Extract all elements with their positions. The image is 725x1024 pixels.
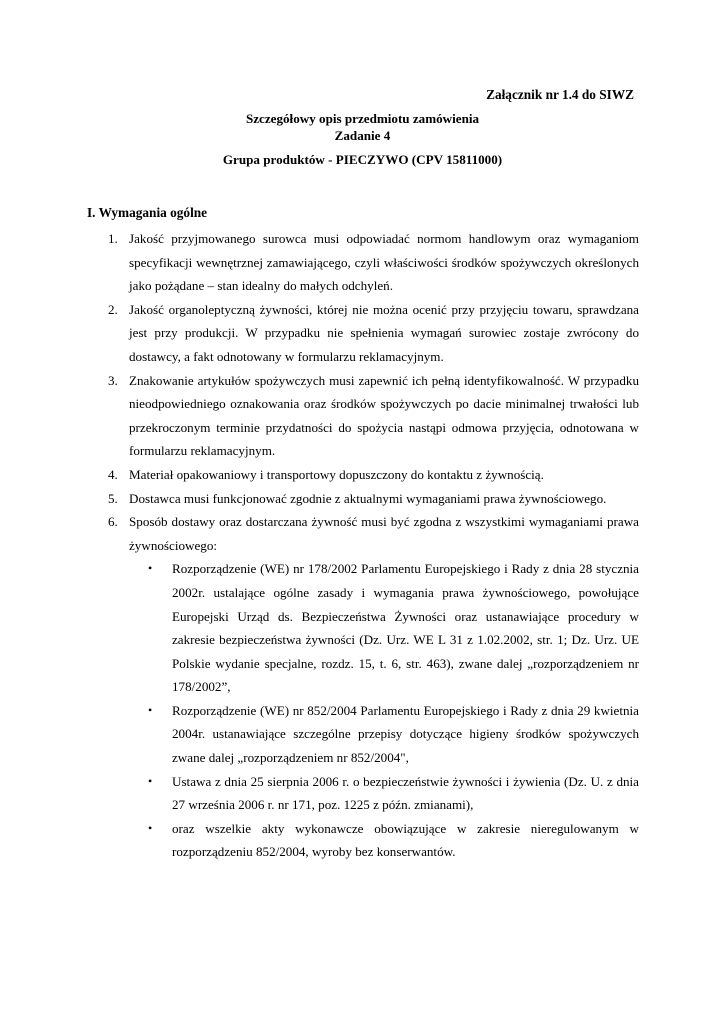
requirement-item — [87, 369, 639, 463]
requirement-item — [87, 510, 639, 864]
requirements-content — [87, 227, 639, 864]
requirement-number: 1. — [108, 231, 118, 246]
bullet-icon: • — [148, 702, 153, 717]
task-title: Zadanie 4 — [334, 128, 391, 143]
document-title: Szczegółowy opis przedmiotu zamówienia — [245, 111, 480, 126]
requirement-text: Jakość przyjmowanego surowca musi odpowiadać normom handlowym oraz wymaganiom specyfikacji wewnętrznej zamawiającego, czyli właściwości środków spożywczych określonych jako pożądane – stan idealny do małych odchyleń. — [129, 231, 639, 294]
regulation-item — [129, 699, 639, 770]
regulation-item — [129, 770, 639, 817]
requirement-number: 4. — [108, 466, 118, 482]
requirement-number: 3. — [108, 372, 118, 388]
requirement-text: Jakość organoleptyczną żywności, której nie można ocenić przy przyjęciu towaru, sprawdzana jest przy produkcji. W przypadku nie spełnienia wymagań surowiec zostaje zwrócony do dostawcy, a fakt odnotowany w formularzu reklamacyjnym. — [129, 301, 639, 364]
requirements-list — [87, 227, 639, 864]
requirement-text: Sposób dostawy oraz dostarczana żywność musi być zgodna z wszystkimi wymaganiami prawa żywnościowego: — [129, 514, 639, 553]
bullet-icon: • — [148, 561, 153, 576]
requirement-number: 5. — [108, 490, 118, 506]
bullet-icon: • — [148, 773, 153, 788]
requirement-text: Znakowanie artykułów spożywczych musi zapewnić ich pełną identyfikowalność. W przypadku nieodpowiedniego oznakowania oraz środków spożywczych po dacie minimalnej trwałości lub przekroczonym terminie przydatności do spożycia nastąpi odmowa przyjęcia, odnotowana w formularzu reklamacyjnym. — [129, 372, 639, 459]
product-group-title: Grupa produktów - PIECZYWO (CPV 15811000) — [222, 152, 503, 167]
regulation-text: Rozporządzenie (WE) nr 852/2004 Parlamentu Europejskiego i Rady z dnia 29 kwietnia 2004r. ustanawiające szczególne przepisy dotyczące higieny środków spożywczych zwane dalej „rozporządzeniem nr 852/2004", — [172, 702, 639, 766]
section-heading: I. Wymagania ogólne — [87, 205, 208, 220]
requirement-number: 6. — [108, 514, 118, 530]
regulation-item — [129, 817, 639, 864]
regulation-text: oraz wszelkie akty wykonawcze obowiązujące w zakresie nieregulowanym w rozporządzeniu 852/2004, wyroby bez konserwantów. — [172, 820, 639, 860]
regulations-list — [129, 557, 639, 864]
requirement-item — [87, 298, 639, 369]
requirement-number: 2. — [108, 301, 118, 317]
requirement-text: Dostawca musi funkcjonować zgodnie z aktualnymi wymaganiami prawa żywnościowego. — [129, 490, 607, 506]
requirement-item — [87, 487, 639, 511]
regulation-text: Ustawa z dnia 25 sierpnia 2006 r. o bezpieczeństwie żywności i żywienia (Dz. U. z dnia 27 września 2006 r. nr 171, poz. 1225 z późn. zmianami), — [172, 773, 639, 813]
regulation-text: Rozporządzenie (WE) nr 178/2002 Parlamentu Europejskiego i Rady z dnia 28 stycznia 2002r. ustalające ogólne zasady i wymagania prawa żywnościowego, powołujące Europejski Urząd ds. Bezpieczeństwa Żywności oraz ustanawiające procedury w zakresie bezpieczeństwa żywności (Dz. Urz. WE L 31 z 1.02.2002, str. 1; Dz. Urz. UE Polskie wydanie specjalne, rozdz. 15, t. 6, str. 463), zwane dalej „rozporządzeniem nr 178/2002”, — [172, 561, 639, 695]
requirement-item — [87, 227, 639, 298]
attachment-label: Załącznik nr 1.4 do SIWZ — [486, 87, 634, 102]
bullet-icon: • — [148, 820, 153, 835]
requirement-item — [87, 463, 639, 487]
requirement-text: Materiał opakowaniowy i transportowy dopuszczony do kontaktu z żywnością. — [129, 466, 544, 482]
regulation-item — [129, 557, 639, 699]
